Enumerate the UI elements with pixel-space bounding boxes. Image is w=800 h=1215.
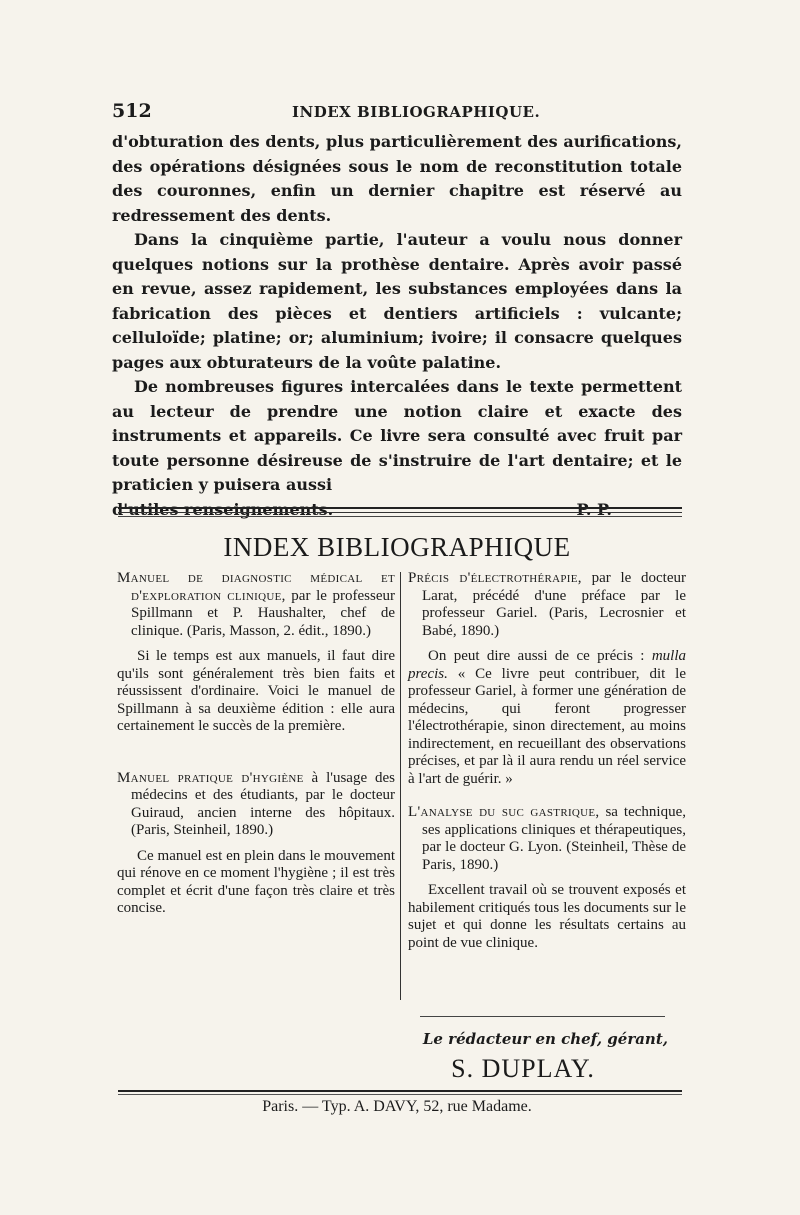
entry-citation bbox=[117, 770, 395, 840]
entry-guiraud bbox=[117, 770, 395, 918]
column-divider bbox=[400, 572, 401, 1000]
signature-role: Le rédacteur en chef, gérant, bbox=[422, 1030, 668, 1048]
entry-title: Précis d'électrothérapie, bbox=[408, 570, 582, 586]
paragraph-3-last-line: d'utiles renseignements. bbox=[112, 499, 334, 519]
paragraph-1: d'obturation des dents, plus particulièrement des aurifications, des opérations désignées sous le nom de reconstitution totale des couronnes, enfin un dernier chapitre est réservé au redressement des dents. bbox=[112, 132, 682, 225]
left-column bbox=[117, 570, 395, 918]
entry-spillmann bbox=[117, 570, 395, 736]
page-number: 512 bbox=[112, 100, 152, 122]
entry-citation bbox=[408, 804, 686, 874]
running-head bbox=[112, 100, 682, 124]
entry-ref: par le docteur Larat, précédé d'une préface par le professeur Gariel. (Paris, Lecrosnier et Babé, 1890.) bbox=[422, 570, 686, 639]
section-rule bbox=[118, 507, 682, 513]
printer-imprint: Paris. — Typ. A. DAVY, 52, rue Madame. bbox=[262, 1098, 532, 1115]
entry-ref: sa technique, ses applications cliniques et thérapeutiques, par le docteur G. Lyon. (Steinheil, Thèse de Paris, 1890.) bbox=[422, 804, 686, 873]
running-title: INDEX BIBLIOGRAPHIQUE. bbox=[292, 103, 541, 121]
bottom-rule bbox=[118, 1090, 682, 1095]
entry-ref: par le professeur Spillmann et P. Haushalter, chef de clinique. (Paris, Masson, 2. édit., 1890.) bbox=[131, 587, 395, 639]
entry-title: Manuel de diagnostic médical et d'exploration clinique, bbox=[117, 570, 395, 604]
entry-title: L'analyse du suc gastrique, bbox=[408, 804, 600, 820]
comment-body: « Ce livre peut contribuer, dit le professeur Gariel, à former une génération de médecins, qui feront progresser l'électrothérapie, sinon directement, au moins indirectement, en recueillant des observations précises, et par là il aura rendu un réel service à l'art de guérir. » bbox=[408, 665, 686, 787]
comment-italic: mulla precis. bbox=[408, 648, 687, 682]
index-title: INDEX BIBLIOGRAPHIQUE bbox=[223, 532, 571, 562]
entry-citation bbox=[117, 570, 395, 640]
entry-ref: à l'usage des médecins et des étudiants, par le docteur Guiraud, ancien interne des hôpitaux. (Paris, Steinheil, 1890.) bbox=[131, 769, 395, 838]
entry-comment: Ce manuel est en plein dans le mouvement qui rénove en ce moment l'hygiène ; il est très complet et écrit d'une façon très claire et très concise. bbox=[117, 847, 395, 916]
review-continuation bbox=[112, 130, 682, 522]
signature-name: S. DUPLAY. bbox=[451, 1054, 595, 1083]
entry-comment bbox=[408, 648, 686, 788]
review-initials: P. P. bbox=[576, 499, 612, 519]
entry-comment: Excellent travail où se trouvent exposés et habilement critiqués tous les documents sur le sujet et qui donne les résultats certains au point de vue clinique. bbox=[408, 882, 686, 951]
signature-rule bbox=[420, 1016, 665, 1017]
right-column bbox=[408, 570, 686, 952]
section-rule-thin bbox=[118, 516, 682, 517]
entry-title: Manuel pratique d'hygiène bbox=[117, 769, 304, 786]
comment-lead: On peut dire aussi de ce précis : bbox=[428, 648, 645, 664]
paragraph-3: De nombreuses figures intercalées dans le texte permettent au lecteur de prendre une notion claire et exacte des instruments et appareils. Ce livre sera consulté avec fruit par toute personne désireuse de s'instruire de l'art dentaire; et le praticien y puisera aussi bbox=[112, 377, 682, 494]
entry-citation bbox=[408, 570, 686, 640]
entry-comment: Si le temps est aux manuels, il faut dire qu'ils sont généralement très bien faits et réussissent d'ordinaire. Voici le manuel de Spillmann à sa deuxième édition : elle aura certainement le succès de la première. bbox=[117, 648, 395, 734]
entry-lyon bbox=[408, 804, 686, 952]
entry-larat bbox=[408, 570, 686, 788]
paragraph-2: Dans la cinquième partie, l'auteur a voulu nous donner quelques notions sur la prothèse dentaire. Après avoir passé en revue, assez rapidement, les substances employées dans la fabrication des pièces et dentiers artificiels : vulcante; celluloïde; platine; or; aluminium; ivoire; il consacre quelques pages aux obturateurs de la voûte palatine. bbox=[112, 230, 682, 372]
